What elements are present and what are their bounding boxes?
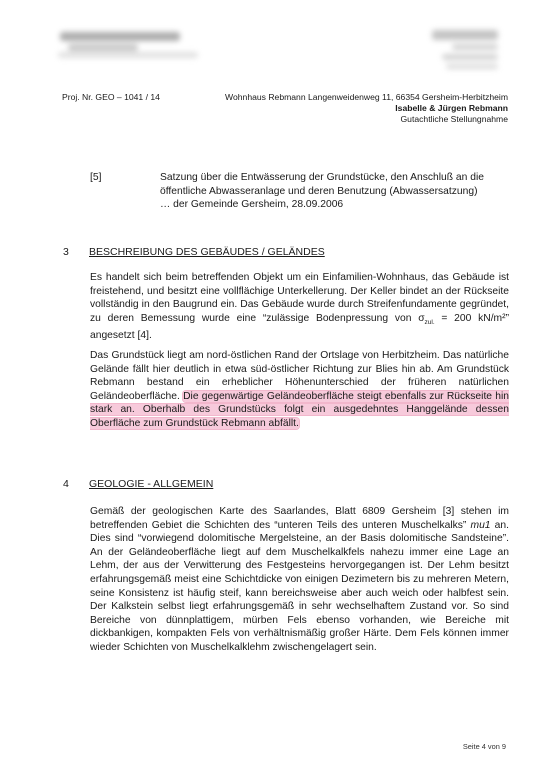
section-number: 4 (63, 478, 69, 490)
client-name: Isabelle & Jürgen Rebmann (395, 103, 508, 113)
header-info (225, 92, 508, 125)
highlighted-text[interactable]: Die gegenwärtige Geländeoberfläche steigt ebenfalls zur Rückseite hin stark an. Oberhalb des Grundstücks folgt ein ausgedehntes Hanggelände dessen Oberfläche zum Grundstück Rebmann abfällt. (90, 390, 509, 429)
subject-line: Wohnhaus Rebmann Langenweidenweg 11, 66354 Gersheim-Herbitzheim (225, 92, 508, 102)
company-logo (58, 28, 208, 62)
section-title: GEOLOGIE - ALLGEMEIN (89, 478, 214, 490)
section-title: BESCHREIBUNG DES GEBÄUDES / GELÄNDES (89, 246, 325, 258)
subscript: zul. (424, 318, 435, 326)
paragraph-text: Das Grundstück liegt am nord-östlichen Rand der Ortslage von Herbitzheim. Das natürliche Gelände fällt hier deutlich in etwa süd-östlicher Richtung zur Blies hin ab. Am Grundstück Rebmann bestand ein erheblicher Höhenunterschied der früheren natürlichen Geländeoberfläche. (90, 350, 509, 402)
paragraph-text: Gemäß der geologischen Karte des Saarlandes, Blatt 6809 Gersheim [3] stehen im betreffenden Gebiet die Schichten des “unteren Teils des unteren Muschelkalks” (90, 506, 509, 531)
paragraph-text: = 200 kN/m²” angesetzt [4]. (90, 312, 509, 342)
building-description-paragraph (90, 271, 509, 343)
project-number: Proj. Nr. GEO – 1041 / 14 (62, 92, 160, 102)
paragraph-text: Es handelt sich beim betreffenden Objekt um ein Einfamilien-Wohnhaus, das Gebäude ist freistehend, und besitzt eine vollflächige Unterkellerung. Der Keller bindet an der Rückseite vollständig in den Baugrund ein. Das Gebäude wurde durch Streifenfundamente gegründet, zu deren Bemessung wurde eine “zulässige Bodenpressung von σ (90, 272, 509, 324)
stratum-code: mu1 (470, 519, 491, 531)
letterhead-contact-block (432, 28, 502, 70)
paragraph-text: an. Dies sind “vorwiegend dolomitische Mergelsteine, an der Basis dolomitische Sandsteine”. An der Geländeoberfläche liegt auf dem Muschelkalkfels nahezu immer eine Lage an Lehm, der aus der Verwitterung des Festgesteins hervorgegangen ist. Der Lehm besitzt erfahrungsgemäß meist eine Schichtdicke von einigen Dezimetern bis zu mehreren Metern, seine Konsistenz ist häufig steif, kann bereichsweise aber auch weich oder halbfest sein. Der Kalkstein selbst liegt erfahrungsgemäß in sehr wechselhaftem Zustand vor. So sind Bereiche von dünnplattigem, mürben Fels ebenso vorhanden, wie Bereiche mit dickbankigen, kompakten Fels von verhältnismäßig großer Härte. Dem Fels können immer wieder Schichten von Muschelkalklehm zwischengelagert sein. (90, 519, 509, 653)
document-type: Gutachtliche Stellungnahme (400, 114, 508, 124)
terrain-description-paragraph (90, 349, 509, 431)
reference-number: [5] (90, 172, 102, 183)
reference-text: Satzung über die Entwässerung der Grundstücke, den Anschluß an die öffentliche Abwasseranlage und deren Benutzung (Abwassersatzung) … der Gemeinde Gersheim, 28.09.2006 (160, 172, 484, 210)
page-number: Seite 4 von 9 (462, 742, 506, 751)
section-number: 3 (63, 246, 69, 258)
geology-paragraph (90, 505, 509, 655)
